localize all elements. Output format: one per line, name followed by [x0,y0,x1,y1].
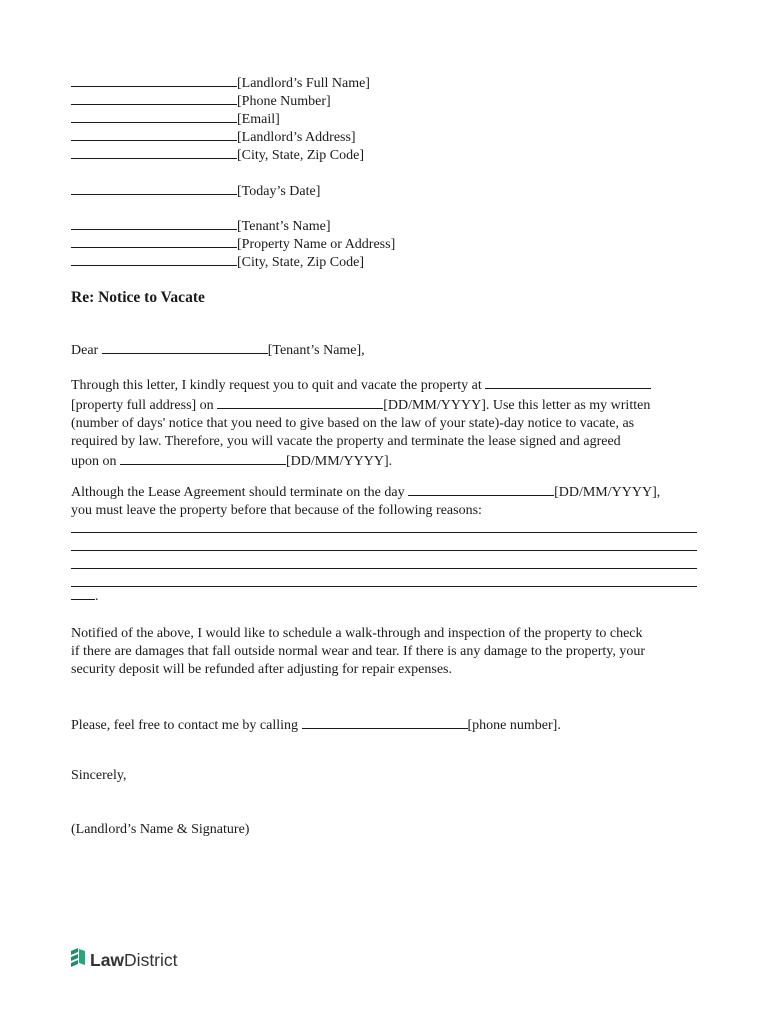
blank-line [71,234,237,248]
field-label: [Landlord’s Full Name] [237,76,370,91]
text: Please, feel free to contact me by calling [71,718,302,733]
lawdistrict-logo-icon [70,948,86,973]
blank-line [120,451,286,465]
field-landlord-city [71,145,364,165]
blank-line [71,145,237,159]
field-tenant-city [71,252,364,272]
text-line: (number of days' notice that you need to give based on the law of your state)-day notice to vacate, as [71,416,635,431]
field-label: [City, State, Zip Code] [237,255,365,270]
signature-line: (Landlord’s Name & Signature) [71,822,250,837]
blank-line [71,91,237,105]
blank-line [302,715,468,729]
salutation-prefix: Dear [71,343,102,358]
text-line [71,482,699,502]
blank-line [71,181,237,195]
blank-line [102,340,268,354]
field-label: [Today’s Date] [237,184,321,199]
text-line: Notified of the above, I would like to schedule a walk-through and inspection of the property to check [71,626,643,641]
text-line: security deposit will be refunded after adjusting for repair expenses. [71,662,452,677]
reason-line [71,550,697,551]
field-landlord-address [71,127,356,147]
paragraph-reasons [71,482,699,520]
reason-line-end [71,586,99,606]
text: Although the Lease Agreement should terminate on the day [71,485,409,500]
blank-line [71,586,95,600]
salutation [71,340,365,360]
paragraph-inspection [71,625,699,679]
field-todays-date [71,181,320,201]
lawdistrict-logo [70,948,178,973]
blank-line [485,375,651,389]
text-line: if there are damages that fall outside normal wear and tear. If there is any damage to the property, your [71,644,646,659]
field-label: [Property Name or Address] [237,237,396,252]
blank-line [71,252,237,266]
field-label: [Phone Number] [237,94,331,109]
text: . [95,589,99,604]
text: [DD/MM/YYYY], [554,485,661,500]
salutation-label: [Tenant’s Name], [267,343,365,358]
text-line [71,375,699,395]
logo-text-rest: District [124,950,178,970]
field-label: [Email] [237,112,280,127]
field-property-name [71,234,395,254]
field-email [71,109,280,129]
reason-line [71,568,697,569]
text-line [71,395,699,415]
blank-line [71,216,237,230]
blank-line [408,482,554,496]
text: [phone number]. [467,718,561,733]
blank-line [71,73,237,87]
letter-heading: Re: Notice to Vacate [71,289,205,306]
text-line: required by law. Therefore, you will vacate the property and terminate the lease signed and agreed [71,434,621,449]
field-label: [Tenant’s Name] [237,219,331,234]
text-line: you must leave the property before that because of the following reasons: [71,503,482,518]
field-landlord-name [71,73,370,93]
field-label: [Landlord’s Address] [237,130,356,145]
blank-line [217,395,383,409]
contact-line [71,715,561,735]
text: Through this letter, I kindly request you to quit and vacate the property at [71,378,486,393]
reason-line [71,586,697,587]
logo-text-bold: Law [90,950,125,970]
lawdistrict-logo-text [90,950,178,971]
text-line [71,451,699,471]
text: [property full address] on [71,398,218,413]
blank-line [71,109,237,123]
reason-line [71,532,697,533]
paragraph-request [71,375,699,471]
blank-line [71,127,237,141]
text: upon on [71,454,120,469]
text: [DD/MM/YYYY]. [286,454,393,469]
text: [DD/MM/YYYY]. Use this letter as my written [383,398,651,413]
field-tenant-name [71,216,330,236]
field-phone-number [71,91,331,111]
closing: Sincerely, [71,768,127,783]
field-label: [City, State, Zip Code] [237,148,365,163]
